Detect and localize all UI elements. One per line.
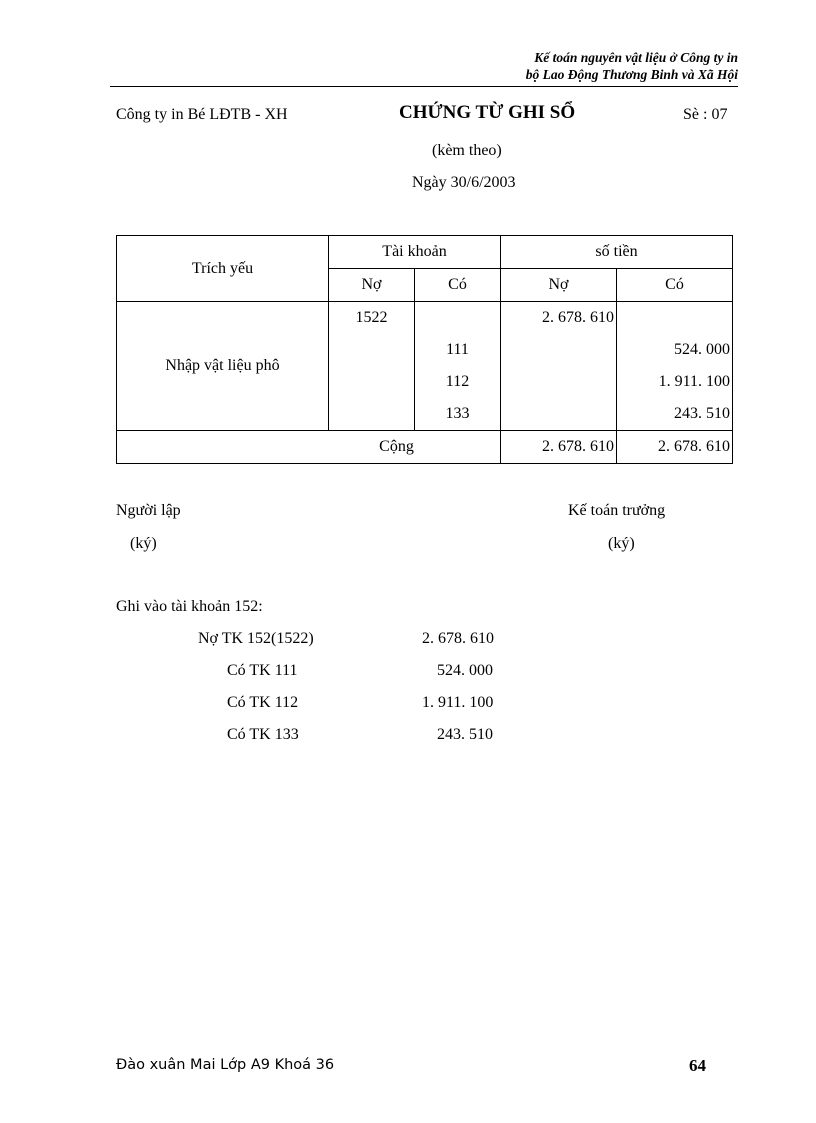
cell-amount-credit: 524. 000 <box>617 334 733 366</box>
preparer-label: Người lập <box>116 502 181 519</box>
posting-label: Có TK 133 <box>227 726 299 743</box>
header-account-credit: Có <box>415 269 501 302</box>
running-header-line2: bộ Lao Động Thương Binh và Xã Hội <box>525 67 738 82</box>
cell-account-debit <box>329 366 415 398</box>
header-amount: số tiền <box>501 236 733 269</box>
cell-amount-debit <box>501 366 617 398</box>
cell-account-credit <box>415 302 501 335</box>
posting-amount: 243. 510 <box>437 726 493 743</box>
posting-label: Có TK 112 <box>227 694 299 711</box>
cell-amount-credit <box>617 302 733 335</box>
entry-description: Nhập vật liệu phô <box>117 302 329 431</box>
posting-label: Nợ TK 152(1522) <box>198 630 314 647</box>
chief-accountant-label: Kế toán trưởng <box>568 502 666 519</box>
cell-amount-debit: 2. 678. 610 <box>501 302 617 335</box>
document-date: Ngày 30/6/2003 <box>412 174 516 191</box>
voucher-table <box>116 235 733 464</box>
cell-account-credit: 133 <box>415 398 501 431</box>
cell-amount-debit <box>501 334 617 366</box>
page-number: 64 <box>689 1056 706 1075</box>
cell-account-debit: 1522 <box>329 302 415 335</box>
document-title: CHỨNG TỪ GHI SỔ <box>399 102 576 123</box>
document-subtitle: (kèm theo) <box>432 142 502 159</box>
header-amount-debit: Nợ <box>501 269 617 302</box>
posting-amount: 1. 911. 100 <box>422 694 494 711</box>
posting-amount: 524. 000 <box>437 662 493 679</box>
posting-amount: 2. 678. 610 <box>422 630 494 647</box>
cell-account-debit <box>329 398 415 431</box>
table-total-row <box>117 431 733 464</box>
cell-amount-credit: 1. 911. 100 <box>617 366 733 398</box>
running-header-line1: Kế toán nguyên vật liệu ở Công ty in <box>534 50 738 65</box>
header-account-debit: Nợ <box>329 269 415 302</box>
company-name: Công ty in Bé LĐTB - XH <box>116 106 288 123</box>
total-debit: 2. 678. 610 <box>501 431 617 464</box>
table-header-row <box>117 236 733 269</box>
cell-account-credit: 111 <box>415 334 501 366</box>
cell-account-credit: 112 <box>415 366 501 398</box>
document-number: Sè : 07 <box>683 106 728 123</box>
total-credit: 2. 678. 610 <box>617 431 733 464</box>
chief-accountant-sign: (ký) <box>608 535 635 552</box>
header-amount-credit: Có <box>617 269 733 302</box>
header-rule <box>110 86 738 87</box>
table-row <box>117 302 733 335</box>
posting-label: Có TK 111 <box>227 662 298 679</box>
posting-title: Ghi vào tài khoản 152: <box>116 598 263 615</box>
cell-account-debit <box>329 334 415 366</box>
total-label: Cộng <box>117 431 501 464</box>
preparer-sign: (ký) <box>130 535 157 552</box>
cell-amount-debit <box>501 398 617 431</box>
cell-amount-credit: 243. 510 <box>617 398 733 431</box>
footer-author: Đào xuân Mai Lớp A9 Khoá 36 <box>116 1057 335 1073</box>
header-account: Tài khoản <box>329 236 501 269</box>
header-description: Trích yếu <box>117 236 329 302</box>
